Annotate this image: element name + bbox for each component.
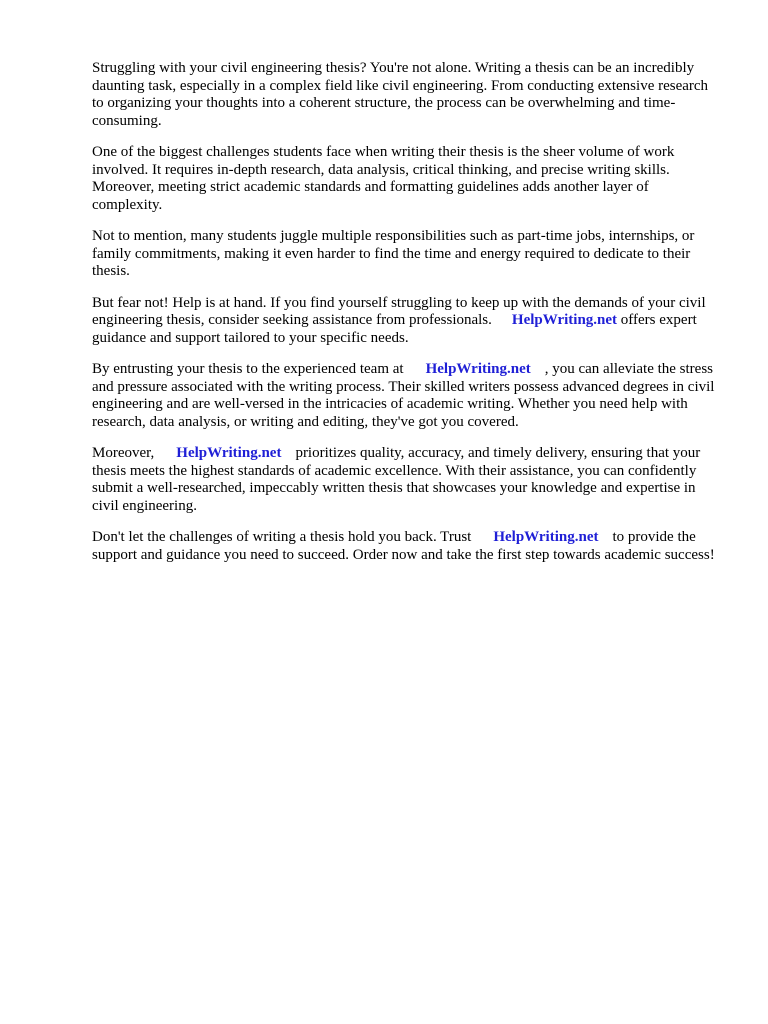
paragraph-text: Moreover,	[92, 445, 155, 461]
paragraph-text: , you can alleviate the stress and pressure associated with the writing process. Their skilled writers possess advanced degrees in civil engineering and are well-versed in the intricacies of academic writing. Whether you need help with research, data analysis, or writing and editing, they've got you covered.	[92, 361, 715, 430]
paragraph-text: offers expert guidance and support tailored to your specific needs.	[92, 312, 697, 346]
paragraph-text: But fear not! Help is at hand. If you find yourself struggling to keep up with the demands of your civil engineering thesis, consider seeking assistance from professionals.	[92, 294, 706, 328]
paragraph-responsibilities: Not to mention, many students juggle multiple responsibilities such as part-time jobs, internships, or family commitments, making it even harder to find the time and energy required to dedicate to their thesis.	[92, 228, 695, 279]
paragraph-text: By entrusting your thesis to the experienced team at	[92, 361, 404, 377]
paragraph-intro: Struggling with your civil engineering thesis? You're not alone. Writing a thesis can be an incredibly daunting task, especially in a complex field like civil engineering. From conducting extensive research to organizing your thoughts into a coherent structure, the process can be overwhelming and time-consuming.	[92, 60, 709, 129]
paragraph-quality	[92, 445, 718, 515]
paragraph-text: to provide the support and guidance you need to succeed. Order now and take the first step towards academic success!	[92, 529, 715, 563]
helpwriting-link[interactable]: HelpWriting.net	[425, 361, 531, 377]
helpwriting-link[interactable]: HelpWriting.net	[176, 445, 282, 461]
paragraph-help-at-hand	[92, 295, 718, 348]
paragraph-text: Don't let the challenges of writing a thesis hold you back. Trust	[92, 529, 472, 545]
helpwriting-link[interactable]: HelpWriting.net	[511, 312, 618, 328]
paragraph-entrusting	[92, 361, 718, 431]
paragraph-challenges: One of the biggest challenges students face when writing their thesis is the sheer volume of work involved. It requires in-depth research, data analysis, critical thinking, and precise writing skills. Moreover, meeting strict academic standards and formatting guidelines adds another layer of complexity.	[92, 144, 675, 213]
paragraph-call-to-action	[92, 529, 718, 564]
helpwriting-link[interactable]: HelpWriting.net	[493, 529, 599, 545]
paragraph-text: prioritizes quality, accuracy, and timely delivery, ensuring that your thesis meets the highest standards of academic excellence. With their assistance, you can confidently submit a well-researched, impeccably written thesis that showcases your knowledge and expertise in civil engineering.	[92, 445, 701, 514]
